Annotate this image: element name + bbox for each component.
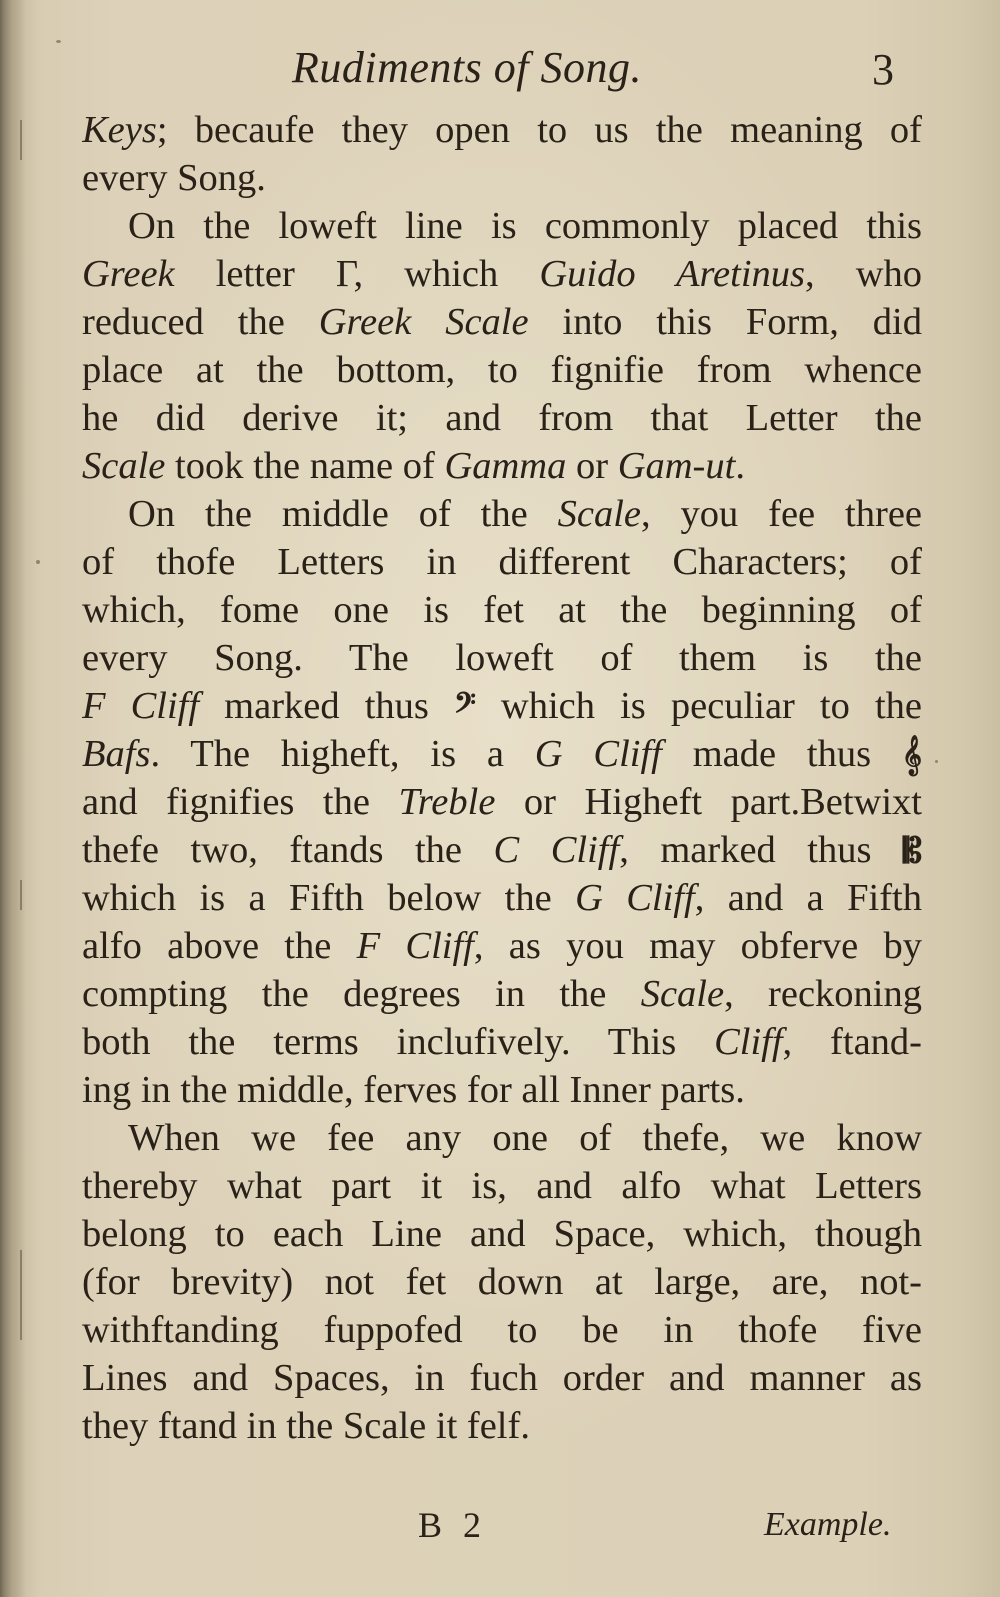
f-clef-icon: 𝄢 (453, 689, 476, 726)
text-line (82, 1018, 922, 1066)
text-run: thereby what part it is, and alfo what Letters (82, 1165, 922, 1207)
paragraph-first-line (82, 490, 922, 538)
g-clef-icon: 𝄞 (901, 737, 922, 774)
italic-word: Greek Scale (318, 301, 529, 343)
text-run: ; becaufe they open to us the meaning of (156, 109, 922, 151)
text-line (82, 874, 922, 922)
text-run: compting the degrees in the (82, 973, 641, 1015)
text-run: which, fome one is fet at the beginning of (82, 589, 922, 631)
italic-word: Keys (82, 109, 157, 151)
text-run: , who (805, 253, 922, 295)
text-line (82, 442, 922, 490)
text-run: Lines and Spaces, in fuch order and manner as (82, 1357, 922, 1399)
text-run: letter Γ, which (174, 253, 540, 295)
text-line (82, 1402, 922, 1450)
text-run: which is a Fifth below the (82, 877, 576, 919)
text-line (82, 1210, 922, 1258)
italic-word: Greek (82, 253, 175, 295)
text-run: or Higheft part.Betwixt (495, 781, 922, 823)
text-run: , ftand- (782, 1021, 922, 1063)
text-run: , marked thus (619, 829, 904, 871)
text-line (82, 106, 922, 154)
text-run: . The higheft, is a (150, 733, 535, 775)
text-run: , reckoning (724, 973, 922, 1015)
text-run: , you fee three (640, 493, 922, 535)
text-line (82, 586, 922, 634)
italic-word: G Cliff (534, 733, 662, 775)
italic-word: Scale (82, 445, 166, 487)
text-line (82, 634, 922, 682)
text-run: , as you may obferve by (473, 925, 922, 967)
text-line (82, 298, 922, 346)
text-run: reduced the (82, 301, 319, 343)
text-run: or (566, 445, 618, 487)
text-run: every Song. The loweft of them is the (82, 637, 922, 679)
text-line (82, 1162, 922, 1210)
paragraph-first-line (82, 1114, 922, 1162)
text-line (82, 682, 922, 730)
text-run: of thofe Letters in different Characters; of (82, 541, 922, 583)
text-line (82, 778, 922, 826)
c-clef-icon: 𝄡 (903, 833, 922, 870)
italic-word: Scale (557, 493, 641, 535)
italic-word: Cliff (714, 1021, 783, 1063)
text-line (82, 250, 922, 298)
page-body (82, 106, 922, 1450)
italic-word: Treble (398, 781, 496, 823)
text-run: took the name of (165, 445, 445, 487)
text-run: When we fee any one of thefe, we know (128, 1117, 922, 1159)
edge-mark (20, 120, 22, 160)
text-run: both the terms inclufively. This (82, 1021, 715, 1063)
text-line (82, 1066, 922, 1114)
italic-word: F Cliff (356, 925, 474, 967)
paragraph-first-line (82, 202, 922, 250)
signature-mark: B 2 (418, 1505, 488, 1545)
text-run: ing in the middle, ferves for all Inner parts. (82, 1069, 745, 1111)
italic-word: F Cliff (82, 685, 200, 727)
ink-speck (935, 760, 938, 763)
binding-gutter (0, 0, 26, 1597)
page-header (0, 42, 1000, 102)
page-number: 3 (872, 45, 894, 94)
ink-speck (36, 560, 40, 564)
italic-word: Scale (640, 973, 725, 1015)
edge-mark (20, 1250, 22, 1340)
text-run: belong to each Line and Space, which, though (82, 1213, 922, 1255)
text-run: into this Form, did (528, 301, 922, 343)
page-footer (0, 1504, 1000, 1560)
italic-word: Gamma (444, 445, 567, 487)
text-run: (for brevity) not fet down at large, are, not- (82, 1261, 922, 1303)
italic-word: C Cliff (493, 829, 620, 871)
italic-word: Gam-ut (617, 445, 736, 487)
text-line (82, 826, 922, 874)
text-run: On the loweft line is commonly placed this (128, 205, 922, 247)
text-run: thefe two, ftands the (82, 829, 494, 871)
text-line (82, 1354, 922, 1402)
text-line (82, 1258, 922, 1306)
text-line (82, 154, 922, 202)
text-line (82, 1306, 922, 1354)
text-run: which is peculiar to the (475, 685, 922, 727)
catchword: Example. (764, 1506, 892, 1543)
italic-word: G Cliff (575, 877, 695, 919)
text-run: On the middle of the (128, 493, 558, 535)
text-run: made thus (661, 733, 902, 775)
text-run: , and a Fifth (694, 877, 922, 919)
text-line (82, 346, 922, 394)
running-title: Rudiments of Song. (292, 43, 642, 92)
text-run: place at the bottom, to fignifie from whence (82, 349, 922, 391)
text-run: he did derive it; and from that Letter the (82, 397, 922, 439)
text-run: marked thus (199, 685, 454, 727)
text-run: withftanding fuppofed to be in thofe five (82, 1309, 922, 1351)
italic-word: Guido Aretinus (539, 253, 806, 295)
text-line (82, 970, 922, 1018)
text-run: alfo above the (82, 925, 357, 967)
text-run: they ftand in the Scale it felf. (82, 1405, 530, 1447)
text-run: . (735, 445, 745, 487)
text-line (82, 730, 922, 778)
text-line (82, 394, 922, 442)
text-line (82, 538, 922, 586)
italic-word: Bafs (82, 733, 151, 775)
text-line (82, 922, 922, 970)
text-run: every Song. (82, 157, 266, 199)
edge-mark (20, 880, 22, 910)
text-run: and fignifies the (82, 781, 399, 823)
